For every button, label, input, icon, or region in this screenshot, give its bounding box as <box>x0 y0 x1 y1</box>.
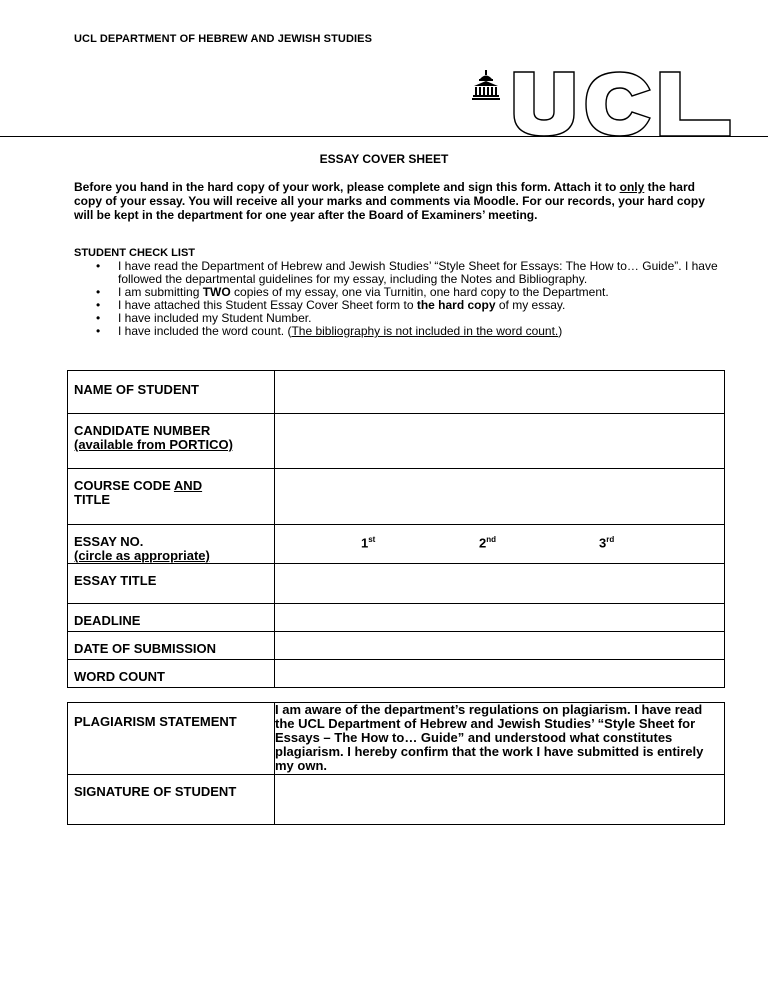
table-row <box>68 414 725 469</box>
table-row <box>68 632 725 660</box>
signature-field[interactable] <box>275 775 725 825</box>
intro-paragraph: Before you hand in the hard copy of your work, please complete and sign this form. Attach it to only the hard copy of your essay. You will receive all your marks and comments via Moodle. For our records, your hard copy will be kept in the department for one year after the Board of Examiners’ meeting. <box>74 180 705 222</box>
essay-option-3rd[interactable]: 3rd <box>599 535 615 551</box>
essay-title-field[interactable] <box>275 564 725 604</box>
course-label: COURSE CODE AND TITLE <box>68 469 275 525</box>
word-count-field[interactable] <box>275 660 725 688</box>
candidate-number-field[interactable] <box>275 414 725 469</box>
word-count-label: WORD COUNT <box>68 660 275 688</box>
essay-number-label: ESSAY NO. (circle as appropriate) <box>68 525 275 564</box>
list-item: • I have read the Department of Hebrew and Jewish Studies’ “Style Sheet for Essays: The How to… Guide”. I have followed the departmental guidelines for my essay, including the Notes and Bibliography. <box>96 259 718 286</box>
date-of-submission-label: DATE OF SUBMISSION <box>68 632 275 660</box>
student-details-table <box>67 370 725 688</box>
essay-option-1st[interactable]: 1st <box>361 535 376 551</box>
plagiarism-table <box>67 702 725 825</box>
essay-title-label: ESSAY TITLE <box>68 564 275 604</box>
table-row <box>68 703 725 775</box>
ucl-letters <box>514 72 730 136</box>
list-item: • I have attached this Student Essay Cover Sheet form to the hard copy of my essay. <box>96 298 566 312</box>
portico-icon <box>472 70 500 100</box>
date-of-submission-field[interactable] <box>275 632 725 660</box>
name-label: NAME OF STUDENT <box>68 371 275 414</box>
checklist <box>74 260 724 338</box>
page-title: ESSAY COVER SHEET <box>319 152 449 166</box>
list-item: • I have included my Student Number. <box>96 311 312 325</box>
checklist-heading: STUDENT CHECK LIST <box>74 247 195 259</box>
deadline-label: DEADLINE <box>68 604 275 632</box>
course-field[interactable] <box>275 469 725 525</box>
header-rule <box>0 136 768 137</box>
essay-number-options <box>275 525 725 564</box>
deadline-field[interactable] <box>275 604 725 632</box>
table-row <box>68 775 725 825</box>
essay-option-2nd[interactable]: 2nd <box>479 535 497 551</box>
plagiarism-label: PLAGIARISM STATEMENT <box>68 703 275 775</box>
candidate-number-label: CANDIDATE NUMBER (available from PORTICO) <box>68 414 275 469</box>
ucl-logo <box>470 68 750 143</box>
table-row <box>68 525 725 564</box>
table-row <box>68 604 725 632</box>
plagiarism-statement: I am aware of the department’s regulations on plagiarism. I have read the UCL Department of Hebrew and Jewish Studies’ “Style Sheet for Essays – The How to… Guide” and understood what constitutes plagiarism. I hereby confirm that the work I have submitted is entirely my own. <box>275 703 725 775</box>
table-row <box>68 660 725 688</box>
table-row <box>68 469 725 525</box>
list-item: • I have included the word count. (The bibliography is not included in the word count.) <box>96 324 563 338</box>
table-row <box>68 564 725 604</box>
department-header: UCL DEPARTMENT OF HEBREW AND JEWISH STUDIES <box>74 33 373 45</box>
list-item: • I am submitting TWO copies of my essay, one via Turnitin, one hard copy to the Department. <box>96 285 609 299</box>
signature-label: SIGNATURE OF STUDENT <box>68 775 275 825</box>
name-field[interactable] <box>275 371 725 414</box>
table-row <box>68 371 725 414</box>
